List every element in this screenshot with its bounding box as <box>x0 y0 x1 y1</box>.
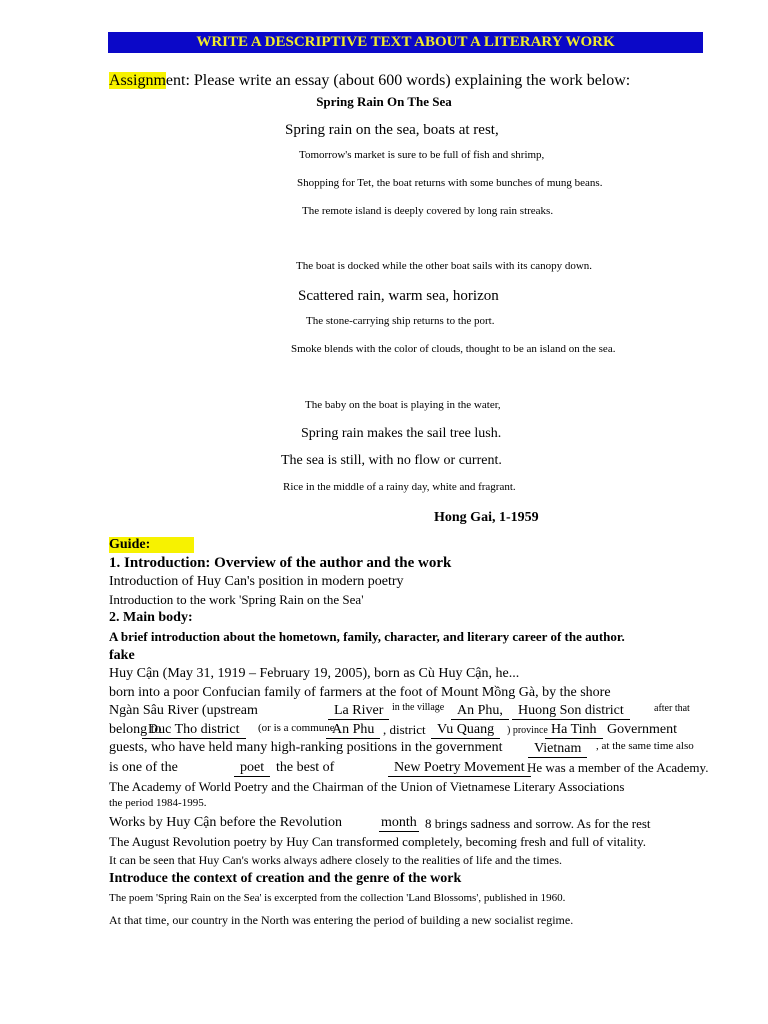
poem-line-9: The baby on the boat is playing in the water, <box>305 399 501 411</box>
main-subheading: A brief introduction about the hometown, family, character, and literary career of the author. <box>109 629 625 644</box>
blank-vietnam: Vietnam <box>528 741 587 758</box>
at-that-time-line: At that time, our country in the North was entering the period of building a new socialist regime. <box>109 913 574 927</box>
page-banner: WRITE A DESCRIPTIVE TEXT ABOUT A LITERARY WORK <box>108 32 703 53</box>
guests-line: guests, who have held many high-ranking positions in the government <box>109 740 503 755</box>
member-academy: He was a member of the Academy. <box>527 760 709 775</box>
poem-line-2: Tomorrow's market is sure to be full of fish and shrimp, <box>299 149 545 161</box>
poem-line-6: Scattered rain, warm sea, horizon <box>298 288 499 304</box>
in-the-village: in the village <box>392 702 445 713</box>
assignment-highlight: Assignm <box>109 72 166 89</box>
poem-line-10: Spring rain makes the sail tree lush. <box>301 426 502 441</box>
assignment-text: ent: Please write an essay (about 600 words) explaining the work below: <box>165 72 631 89</box>
after-that: after that <box>654 703 690 714</box>
poem-line-12: Rice in the middle of a rainy day, white and fragrant. <box>283 481 516 493</box>
works-end: 8 brings sadness and sorrow. As for the rest <box>425 816 651 831</box>
same-time-text: , at the same time also <box>596 740 694 752</box>
or-is-commune: (or is a commune <box>258 722 335 734</box>
blank-duc-tho: Duc Tho district <box>142 722 246 739</box>
intro-heading: 1. Introduction: Overview of the author and the work <box>109 555 452 571</box>
is-one-of: is one of the <box>109 760 178 775</box>
bio-line-2: born into a poor Confucian family of farmers at the foot of Mount Mồng Gà, by the shore <box>109 685 611 700</box>
bio-line-1: Huy Cận (May 31, 1919 – February 19, 2005), born as Cù Huy Cận, he... <box>109 666 520 681</box>
poem-line-1: Spring rain on the sea, boats at rest, <box>285 122 499 138</box>
excerpt-line: The poem 'Spring Rain on the Sea' is excerpted from the collection 'Land Blossoms', published in 1960. <box>109 892 566 904</box>
poem-signature: Hong Gai, 1-1959 <box>434 510 539 525</box>
blank-huong-son: Huong Son district <box>512 703 630 720</box>
blank-la-river: La River <box>328 703 389 720</box>
august-line: The August Revolution poetry by Huy Can transformed completely, becoming fresh and full of vitality. <box>109 834 646 849</box>
academy-line: The Academy of World Poetry and the Chairman of the Union of Vietnamese Literary Associations <box>109 779 625 794</box>
period-line: the period 1984-1995. <box>109 797 207 809</box>
district-text: , district <box>383 722 426 737</box>
poem-line-3: Shopping for Tet, the boat returns with some bunches of mung beans. <box>297 177 603 189</box>
poem-line-5: The boat is docked while the other boat sails with its canopy down. <box>296 260 593 272</box>
province-text: ) province <box>507 725 548 736</box>
adhere-line: It can be seen that Huy Can's works always adhere closely to the realities of life and the times. <box>109 853 563 867</box>
context-heading: Introduce the context of creation and the genre of the work <box>109 871 462 886</box>
assignment-line <box>109 72 630 90</box>
belong-to: belong to <box>109 722 162 737</box>
blank-month: month <box>381 815 417 830</box>
blank-an-phu-1: An Phu, <box>451 703 509 720</box>
poem-title: Spring Rain On The Sea <box>316 94 452 109</box>
blank-poet: poet <box>234 760 270 777</box>
intro-line-2: Introduction to the work 'Spring Rain on the Sea' <box>109 592 364 607</box>
main-heading: 2. Main body: <box>109 610 193 625</box>
poem-line-7: The stone-carrying ship returns to the port. <box>306 315 495 327</box>
government-text: Government <box>607 722 677 737</box>
blank-an-phu-2: An Phu <box>326 722 380 739</box>
guide-label: Guide: <box>109 537 194 553</box>
poem-line-8: Smoke blends with the color of clouds, thought to be an island on the sea. <box>291 343 616 355</box>
blank-ha-tinh: Ha Tinh <box>545 722 603 739</box>
bio-line-3-start: Ngàn Sâu River (upstream <box>109 703 258 718</box>
intro-line-1: Introduction of Huy Can's position in modern poetry <box>109 574 404 589</box>
fake-label: fake <box>109 648 135 663</box>
the-best-of: the best of <box>276 760 335 775</box>
poem-line-4: The remote island is deeply covered by long rain streaks. <box>302 205 554 217</box>
blank-new-poetry: New Poetry Movement <box>388 760 531 777</box>
works-start: Works by Huy Cận before the Revolution <box>109 815 342 830</box>
blank-vu-quang: Vu Quang <box>431 722 500 739</box>
poem-line-11: The sea is still, with no flow or current. <box>281 453 502 468</box>
